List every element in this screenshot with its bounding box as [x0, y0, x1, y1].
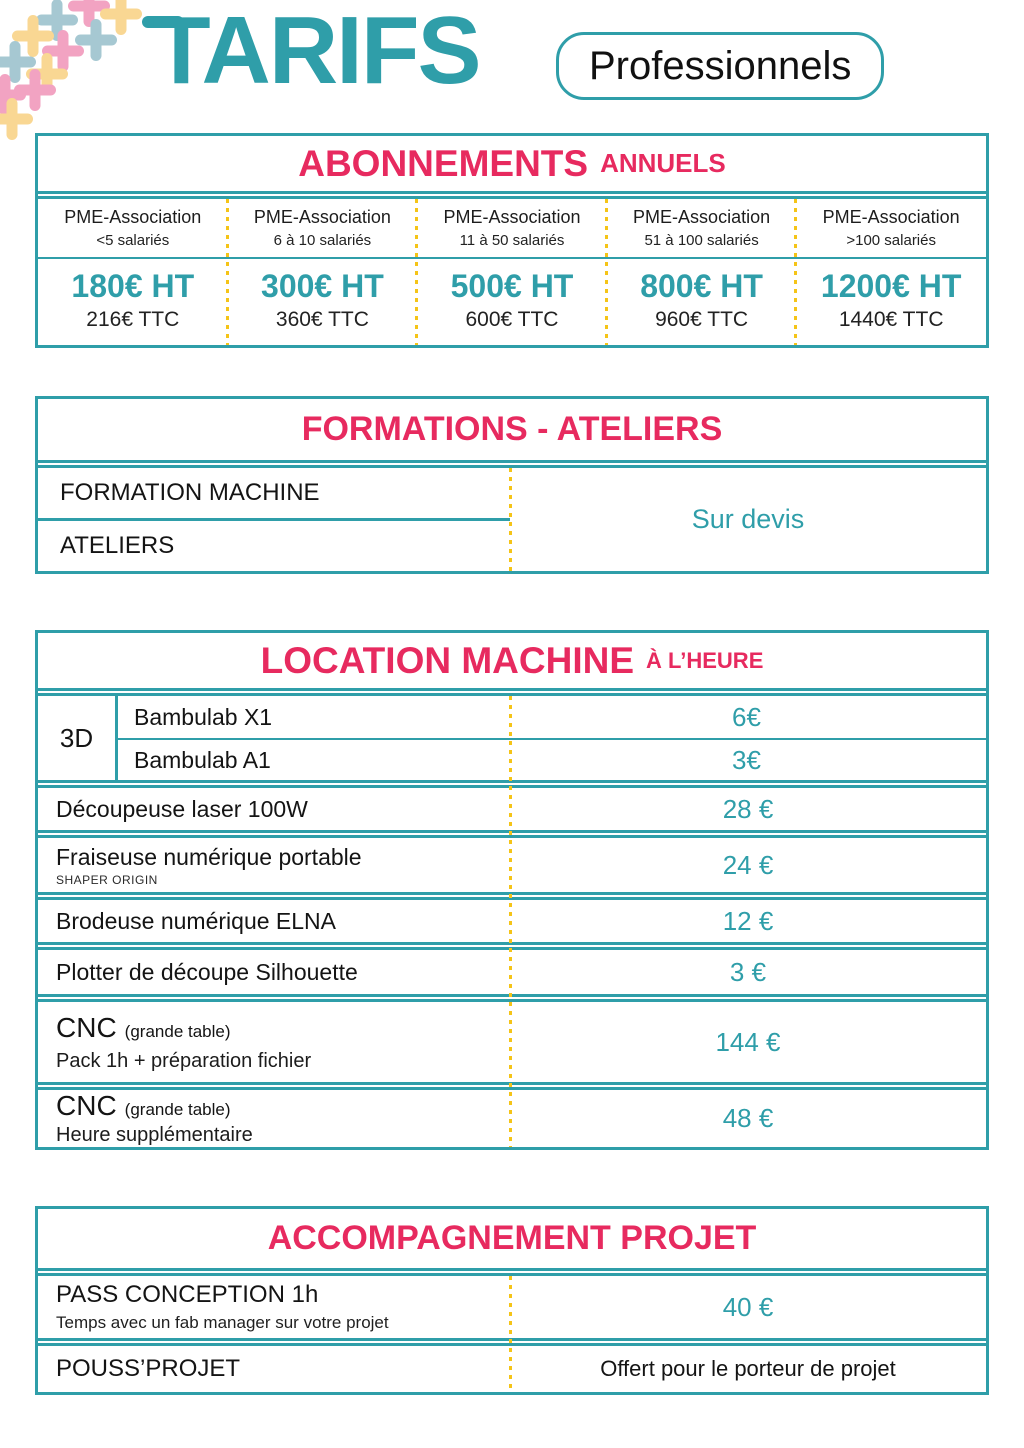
service-price: 40 € [722, 1291, 774, 1322]
machine-price: 3 € [729, 956, 767, 987]
service-name: PASS CONCEPTION 1h [56, 1281, 319, 1308]
price-dotted-divider [509, 1276, 512, 1392]
price-ht: 800€ HT [640, 268, 763, 304]
service-name: POUSS’PROJET [56, 1355, 241, 1382]
plan-header [607, 199, 797, 257]
price-ttc: 960€ TTC [655, 308, 749, 331]
plan-sublabel: 11 à 50 salariés [459, 232, 565, 249]
accompagnement-body [38, 1273, 986, 1392]
printer-3d-group [38, 696, 986, 780]
price-ttc: 216€ TTC [86, 308, 180, 331]
price-ht: 300€ HT [261, 268, 384, 304]
location-subtitle: À L’HEURE [646, 647, 764, 673]
machine-name-note: (grande table) [124, 1100, 231, 1119]
abonnements-header-row [38, 199, 986, 257]
machine-row [38, 950, 986, 994]
column-dotted-divider [415, 199, 418, 345]
location-body [38, 693, 986, 1147]
row-divider [38, 780, 986, 788]
accompagnement-title: ACCOMPAGNEMENT PROJET [267, 1219, 757, 1257]
price-dotted-divider [509, 468, 512, 571]
machine-note: SHAPER ORIGIN [56, 872, 158, 887]
machine-detail: Heure supplémentaire [56, 1124, 253, 1146]
price-ht: 1200€ HT [820, 268, 962, 304]
service-detail: Temps avec un fab manager sur votre projet [56, 1313, 389, 1332]
machine-name-main: CNC [56, 1011, 117, 1043]
machine-row [38, 1002, 986, 1082]
plan-price [607, 259, 797, 345]
row-divider [38, 1338, 986, 1346]
machine-name-main: CNC [56, 1090, 117, 1121]
plan-sublabel: 6 à 10 salariés [273, 232, 372, 249]
formations-title-band [38, 399, 986, 463]
machine-price: 28 € [722, 793, 774, 824]
ateliers-row: ATELIERS [60, 532, 175, 559]
row-divider [38, 1082, 986, 1090]
machine-price: 24 € [722, 849, 774, 880]
row-divider [38, 892, 986, 900]
plan-header [796, 199, 986, 257]
service-name-cell [38, 1276, 510, 1338]
machine-detail: Pack 1h + préparation fichier [56, 1049, 312, 1072]
formations-body [38, 465, 986, 571]
abonnements-table [35, 133, 989, 348]
price-dotted-divider [509, 696, 512, 1147]
formations-table [35, 396, 989, 574]
machine-name: Découpeuse laser 100W [56, 795, 308, 822]
abonnements-body [38, 196, 986, 345]
location-title-band [38, 633, 986, 691]
machine-name-cell [38, 1090, 510, 1147]
machine-name: Plotter de découpe Silhouette [56, 958, 358, 985]
machine-price: 6€ [732, 701, 761, 732]
service-name-cell [38, 1346, 510, 1392]
group-3d-label: 3D [38, 696, 118, 780]
abonnements-subtitle: ANNUELS [600, 148, 726, 178]
machine-name-cell [38, 788, 510, 830]
column-dotted-divider [226, 199, 229, 345]
accompagnement-title-band [38, 1209, 986, 1271]
location-machine-table [35, 630, 989, 1150]
plan-price [796, 259, 986, 345]
plan-header [228, 199, 418, 257]
column-dotted-divider [794, 199, 797, 345]
machine-name [56, 1012, 510, 1044]
plan-label: PME-Association [64, 207, 202, 227]
machine-row [38, 838, 986, 892]
service-row [38, 1346, 986, 1392]
plan-price [228, 259, 418, 345]
machine-name: Bambulab A1 [134, 746, 271, 773]
machine-price: 3€ [732, 744, 761, 775]
machine-name: Brodeuse numérique ELNA [56, 907, 336, 934]
service-value: Offert pour le porteur de projet [600, 1356, 896, 1381]
machine-name [56, 1090, 510, 1122]
abonnements-price-row [38, 259, 986, 345]
machine-name-cell [38, 950, 510, 994]
machine-name-cell [38, 900, 510, 942]
formation-machine-row: FORMATION MACHINE [60, 479, 320, 506]
plan-label: PME-Association [822, 207, 960, 227]
location-title: LOCATION MACHINE [260, 639, 635, 681]
plan-label: PME-Association [253, 207, 391, 227]
plan-header [417, 199, 607, 257]
machine-row [38, 1090, 986, 1147]
plan-header [38, 199, 228, 257]
formations-value: Sur devis [691, 504, 805, 534]
group-3d-rows [118, 696, 986, 780]
formations-title: FORMATIONS - ATELIERS [301, 410, 723, 448]
machine-price: 12 € [722, 905, 774, 936]
plan-sublabel: <5 salariés [96, 232, 170, 249]
plan-price [417, 259, 607, 345]
abonnements-title: ABONNEMENTS [298, 142, 589, 184]
machine-row [118, 740, 986, 780]
machine-name-cell [118, 696, 507, 738]
row-divider [38, 830, 986, 838]
plan-sublabel: >100 salariés [846, 232, 936, 249]
price-ttc: 600€ TTC [465, 308, 559, 331]
machine-name-note: (grande table) [124, 1021, 231, 1041]
machine-name: Bambulab X1 [134, 703, 273, 730]
audience-badge: Professionnels [556, 32, 884, 100]
price-ttc: 360€ TTC [275, 308, 369, 331]
machine-price: 48 € [722, 1103, 774, 1133]
price-ht: 500€ HT [450, 268, 574, 304]
machine-name-cell [38, 1002, 510, 1082]
plan-label: PME-Association [443, 207, 581, 227]
formations-labels [38, 468, 510, 571]
machine-name: Fraiseuse numérique portable [56, 843, 362, 870]
row-divider [38, 942, 986, 950]
service-row [38, 1276, 986, 1338]
plan-price [38, 259, 228, 345]
abonnements-title-band [38, 136, 986, 194]
price-ht: 180€ HT [71, 268, 195, 304]
plan-label: PME-Association [633, 207, 771, 227]
price-ttc: 1440€ TTC [838, 308, 944, 331]
page-title: TARIFS [152, 0, 480, 104]
column-dotted-divider [605, 199, 608, 345]
row-divider [38, 994, 986, 1002]
machine-row [38, 900, 986, 942]
machine-name-cell [118, 740, 507, 780]
machine-price: 144 € [715, 1026, 781, 1057]
plan-sublabel: 51 à 100 salariés [644, 232, 759, 249]
page-header [0, 0, 1024, 133]
machine-name-cell [38, 838, 510, 892]
accompagnement-table [35, 1206, 989, 1395]
machine-row [38, 788, 986, 830]
machine-row [118, 696, 986, 738]
